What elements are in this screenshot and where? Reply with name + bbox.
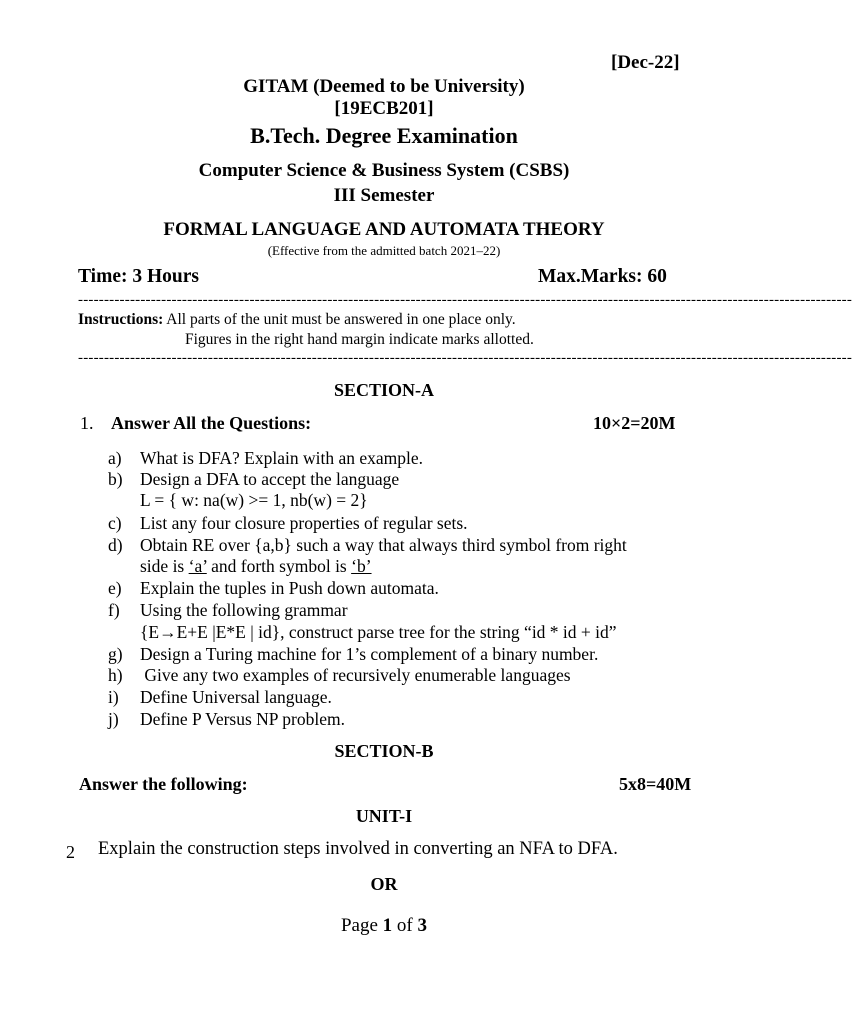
list-item-j bbox=[108, 709, 345, 730]
university-name: GITAM (Deemed to be University) bbox=[243, 76, 525, 97]
list-item-d-continuation bbox=[140, 556, 372, 577]
continuation-text: side is bbox=[140, 556, 189, 576]
exam-title: B.Tech. Degree Examination bbox=[250, 123, 518, 148]
page-mid: of bbox=[392, 915, 418, 936]
item-text: List any four closure properties of regular sets. bbox=[140, 513, 468, 533]
instructions-line-1 bbox=[78, 311, 516, 329]
item-text: Using the following grammar bbox=[140, 600, 348, 620]
item-text: Obtain RE over {a,b} such a way that always third symbol from right bbox=[140, 535, 627, 555]
item-text: What is DFA? Explain with an example. bbox=[140, 448, 424, 468]
item-text: Define Universal language. bbox=[140, 687, 332, 707]
list-item-h bbox=[108, 665, 571, 686]
item-label: a) bbox=[108, 448, 122, 468]
date-code: [Dec-22] bbox=[611, 52, 680, 73]
instructions-line-2: Figures in the right hand margin indicate marks allotted. bbox=[185, 331, 534, 348]
question-1-heading: Answer All the Questions: bbox=[111, 413, 312, 433]
separator-top: ----------------------------------------------------------------------------------------------------------------------------------------------------- bbox=[78, 292, 852, 308]
item-label: f) bbox=[108, 600, 120, 620]
list-item-b bbox=[108, 469, 399, 490]
list-item-a bbox=[108, 448, 423, 469]
list-item-g bbox=[108, 644, 598, 665]
item-label: c) bbox=[108, 513, 122, 533]
separator-bottom: ----------------------------------------------------------------------------------------------------------------------------------------------------- bbox=[78, 350, 852, 366]
list-item-b-continuation: L = { w: na(w) >= 1, nb(w) = 2} bbox=[140, 490, 368, 510]
page-current: 1 bbox=[382, 915, 393, 936]
item-label: b) bbox=[108, 469, 123, 489]
program-name: Computer Science & Business System (CSBS) bbox=[198, 160, 570, 181]
list-item-d bbox=[108, 535, 627, 556]
item-text: Give any two examples of recursively enumerable languages bbox=[140, 665, 571, 685]
page-total: 3 bbox=[417, 915, 427, 936]
section-b-heading: Answer the following: bbox=[79, 774, 248, 794]
list-item-e bbox=[108, 578, 439, 599]
symbol-a: ‘a’ bbox=[188, 556, 207, 576]
course-code: [19ECB201] bbox=[334, 98, 434, 119]
section-b-marks: 5x8=40M bbox=[619, 774, 692, 794]
effective-note: (Effective from the admitted batch 2021–22) bbox=[267, 243, 501, 258]
item-text: Design a DFA to accept the language bbox=[140, 469, 400, 489]
instructions-text-1: All parts of the unit must be answered in one place only. bbox=[163, 311, 516, 328]
instructions-label: Instructions: bbox=[78, 311, 164, 328]
max-marks: Max.Marks: 60 bbox=[538, 266, 667, 287]
page-prefix: Page bbox=[340, 915, 383, 936]
item-label: h) bbox=[108, 665, 123, 685]
symbol-b: ‘b’ bbox=[351, 556, 372, 576]
list-item-f-continuation: {E→E+E |E*E | id}, construct parse tree for the string “id * id + id” bbox=[140, 622, 617, 642]
item-text: Explain the tuples in Push down automata. bbox=[140, 578, 439, 598]
subject-title: FORMAL LANGUAGE AND AUTOMATA THEORY bbox=[163, 219, 605, 240]
item-text: Define P Versus NP problem. bbox=[140, 709, 345, 729]
item-label: e) bbox=[108, 578, 122, 598]
section-b-title: SECTION-B bbox=[334, 741, 434, 761]
list-item-c bbox=[108, 513, 468, 534]
item-label: d) bbox=[108, 535, 123, 555]
unit-heading: UNIT-I bbox=[355, 806, 413, 826]
semester: III Semester bbox=[333, 185, 435, 206]
page-number bbox=[0, 915, 768, 937]
continuation-text: and forth symbol is bbox=[206, 556, 352, 576]
or-separator: OR bbox=[370, 874, 398, 894]
question-2-number: 2 bbox=[66, 842, 75, 862]
item-text: Design a Turing machine for 1’s complement of a binary number. bbox=[140, 644, 599, 664]
section-a-title: SECTION-A bbox=[333, 380, 435, 400]
item-label: i) bbox=[108, 687, 119, 707]
list-item-i bbox=[108, 687, 332, 708]
item-label: g) bbox=[108, 644, 123, 664]
question-1-number: 1. bbox=[80, 413, 94, 433]
question-2-text: Explain the construction steps involved in converting an NFA to DFA. bbox=[98, 839, 618, 859]
question-1-marks: 10×2=20M bbox=[593, 413, 676, 433]
item-label: j) bbox=[108, 709, 119, 729]
exam-time: Time: 3 Hours bbox=[78, 266, 199, 287]
list-item-f bbox=[108, 600, 348, 621]
